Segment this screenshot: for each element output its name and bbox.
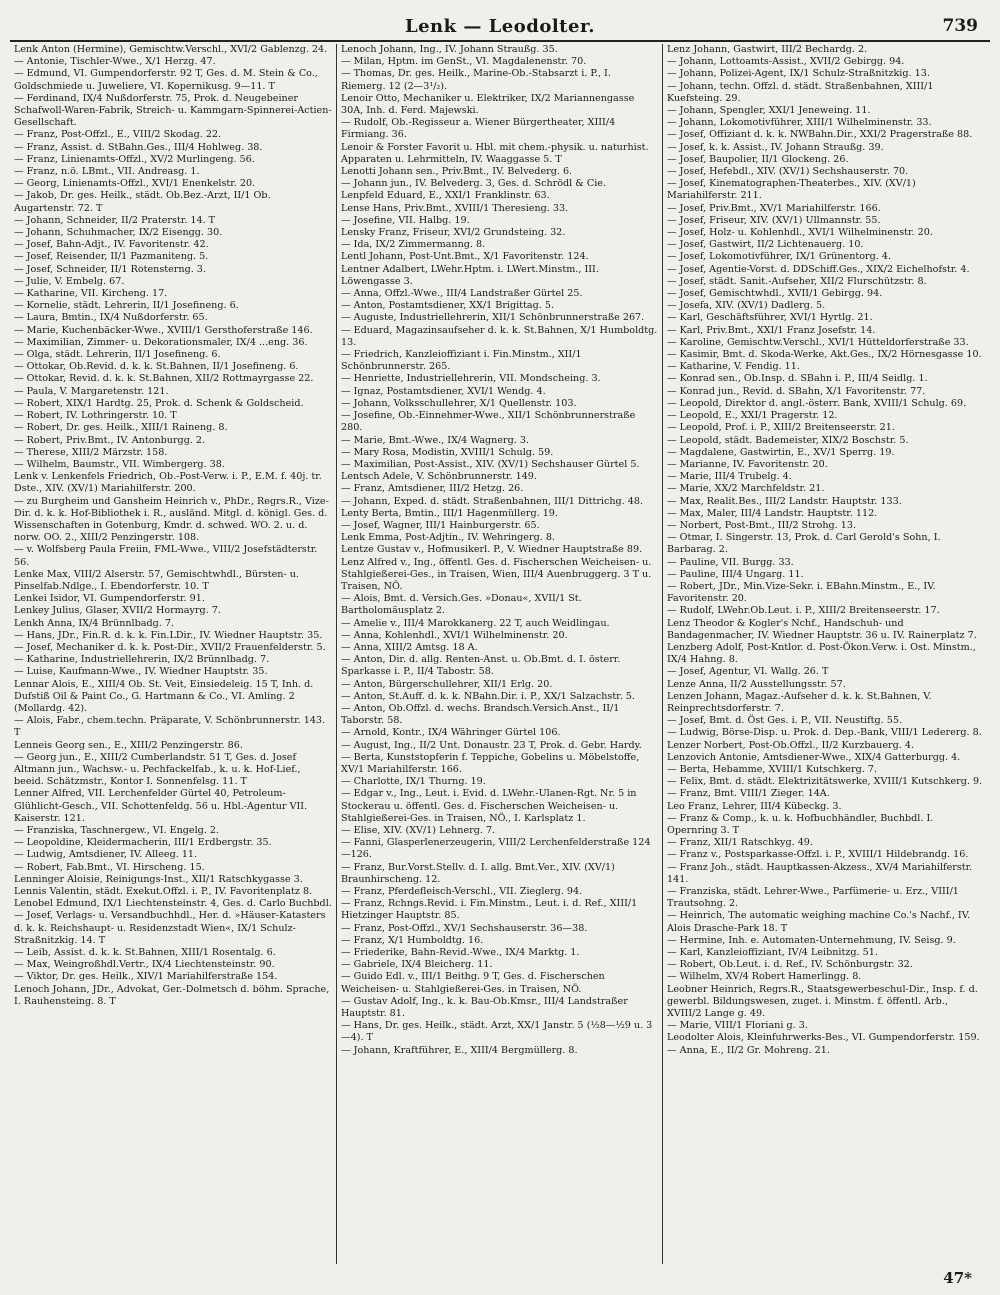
directory-entry: — Marie, VIII/1 Floriani g. 3. xyxy=(667,1020,808,1032)
directory-entry: — Anna, XIII/2 Amtsg. 18 A. xyxy=(341,641,478,653)
directory-entry: — Josefine, VII. Halbg. 19. xyxy=(341,214,470,226)
directory-entry: — Marie, III/4 Trubelg. 4. xyxy=(667,471,792,483)
directory-entry: — Josef, Mechaniker d. k. k. Post-Dir., XVII/2 Frauenfelderstr. 5. xyxy=(14,641,326,653)
directory-entry: Lenz Alfred v., Ing., öffentl. Ges. d. Fischerschen Weicheisen- u. Stahlgießerei-Ges., in Traisen, Wien, III/4 Auenbruggerg. 3 T u. Traisen, NÖ. xyxy=(341,556,652,592)
directory-entry: — Guido Edl. v., III/1 Beithg. 9 T, Ges. d. Fischerschen Weicheisen- u. Stahlgießerei-Ges. in Traisen, NÖ. xyxy=(341,971,605,995)
directory-entry: — Hans, JDr., Fin.R. d. k. k. Fin.LDir., IV. Wiedner Hauptstr. 35. xyxy=(14,629,323,641)
directory-entry: — Franz, Pferdefleisch-Verschl., VII. Zieglerg. 94. xyxy=(341,886,583,898)
directory-entry: Lenz Theodor & Kogler's Nchf., Handschuh- und Bandagenmacher, IV. Wiedner Hauptstr. 36 u. IV. Rainerplatz 7. xyxy=(667,617,977,641)
directory-entry: — Josef, Baupolier, II/1 Glockeng. 26. xyxy=(667,153,849,165)
directory-entry: — Leopoldine, Kleidermacherin, III/1 Erdbergstr. 35. xyxy=(14,837,272,849)
directory-entry: — Alois, Fabr., chem.techn. Präparate, V. Schönbrunnerstr. 143. T xyxy=(14,715,326,739)
column-1 xyxy=(10,44,336,1264)
directory-entry: — Ferdinand, IX/4 Nußdorferstr. 75, Prok. d. Neugebeiner Schafwoll-Waren-Fabrik, Streich- u. Kammgarn-Spinnerei-Actien-Gesellschaft. xyxy=(14,92,332,129)
directory-entry: — Georg jun., E., XIII/2 Cumberlandstr. 51 T, Ges. d. Josef Altmann jun., Wachsw.- u. Pechfackelfab., k. u. k. Hof-Lief., beeid. Schätzmstr., Kontor I. Sonnenfelsg. 11. T xyxy=(14,751,301,788)
directory-entry: — Amelie v., III/4 Marokkanerg. 22 T, auch Weidlingau. xyxy=(341,617,610,629)
directory-entry: — Ida, IX/2 Zimmermanng. 8. xyxy=(341,239,486,251)
directory-entry: — Katharine, VII. Kircheng. 17. xyxy=(14,288,168,300)
directory-entry: — Gabriele, IX/4 Bleicherg. 11. xyxy=(341,959,493,971)
directory-entry: — Franziska, städt. Lehrer-Wwe., Parfümerie- u. Erz., VIII/1 Trautsohng. 2. xyxy=(667,886,959,910)
directory-entry: — Robert, XIX/1 Hardtg. 25, Prok. d. Schenk & Goldscheid. xyxy=(14,397,304,409)
directory-entry: Lenke Max, VIII/2 Alserstr. 57, Gemischtwhdl., Bürsten- u. Pinselfab.Ndlge., I. Ebendorferstr. 10. T xyxy=(14,568,299,592)
directory-entry: Lenkey Julius, Glaser, XVII/2 Hormayrg. 7. xyxy=(14,605,221,617)
directory-entry: — Hermine, Inh. e. Automaten-Unternehmung, IV. Seisg. 9. xyxy=(667,934,956,946)
directory-entry: — Max, Weingroßhdl.Vertr., IX/4 Liechtensteinstr. 90. xyxy=(14,959,275,971)
directory-entry: — Hans, Dr. ges. Heilk., städt. Arzt, XX/1 Janstr. 5 (½8—½9 u. 3—4). T xyxy=(341,1020,653,1044)
directory-entry: — Franz, Post-Offzl., E., VIII/2 Skodag. 22. xyxy=(14,129,222,141)
directory-entry: — Robert, JDr., Min.Vize-Sekr. i. EBahn.Minstm., E., IV. Favoritenstr. 20. xyxy=(667,580,936,605)
directory-entry: — Mary Rosa, Modistin, XVIII/1 Schulg. 59. xyxy=(341,446,554,458)
directory-entry: Lenzovich Antonie, Amtsdiener-Wwe., XIX/4 Gatterburgg. 4. xyxy=(667,751,961,763)
directory-entry: — Anton, St.Auff. d. k. k. NBahn.Dir. i. P., XX/1 Salzachstr. 5. xyxy=(341,690,635,702)
directory-entry: — Franz, n.ö. LBmt., VII. Andreasg. 1. xyxy=(14,166,200,178)
directory-entry: — Robert, Fab.Bmt., VI. Hirscheng. 15. xyxy=(14,861,205,873)
directory-entry: — Henriette, Industriellehrerin, VII. Mondscheing. 3. xyxy=(341,373,601,385)
directory-entry: — Julie, V. Embelg. 67. xyxy=(14,275,125,287)
directory-entry: — Leopold, E., XXI/1 Pragerstr. 12. xyxy=(667,410,838,422)
directory-entry: Lentner Adalbert, LWehr.Hptm. i. LWert.Minstm., III. Löwengasse 3. xyxy=(341,263,599,287)
directory-entry: Lenoch Johann, JDr., Advokat, Ger.-Dolmetsch d. böhm. Sprache, I. Rauhensteing. 8. T xyxy=(14,983,330,1007)
directory-entry: — Anton, Bürgerschullehrer, XII/1 Erlg. 20. xyxy=(341,678,553,690)
directory-entry: — Franziska, Taschnergew., VI. Engelg. 2. xyxy=(14,825,220,836)
directory-entry: Lenkei Isidor, VI. Gumpendorferstr. 91. xyxy=(14,593,205,605)
directory-entry: Lenk Anton (Hermine), Gemischtw.Verschl., XVI/2 Gablenzg. 24. xyxy=(14,44,328,55)
directory-entry: — Friedrich, Kanzleioffiziant i. Fin.Minstm., XII/1 Schönbrunnerstr. 265. xyxy=(341,349,582,373)
directory-entry: Leobner Heinrich, Regrs.R., Staatsgewerbeschul-Dir., Insp. f. d. gewerbl. Bildungswesen, zuget. i. Minstm. f. öffentl. Arb., XVIII/2 Lange g. 49. xyxy=(667,983,978,1020)
directory-entry: — Otmar, I. Singerstr. 13, Prok. d. Carl Gerold's Sohn, I. Barbarag. 2. xyxy=(667,532,941,556)
directory-columns xyxy=(10,44,990,1264)
directory-entry: — Wilhelm, XV/4 Robert Hamerlingg. 8. xyxy=(667,971,862,983)
directory-entry: — Franz, Amtsdiener, III/2 Hetzg. 26. xyxy=(341,483,524,495)
directory-entry: Lenzen Johann, Magaz.-Aufseher d. k. k. St.Bahnen, V. Reinprechtsdorferstr. 7. xyxy=(667,690,932,714)
directory-entry: — Johann, Exped. d. städt. Straßenbahnen, III/1 Dittrichg. 48. xyxy=(341,495,644,507)
directory-entry: Lenotti Johann sen., Priv.Bmt., IV. Belvederg. 6. xyxy=(341,166,573,178)
directory-entry: — Felix, Bmt. d. städt. Elektrizitätswerke, XVIII/1 Kutschkerg. 9. xyxy=(667,776,983,788)
directory-entry: — Franz, XII/1 Ratschkyg. 49. xyxy=(667,837,813,849)
directory-entry: — August, Ing., II/2 Unt. Donaustr. 23 T, Prok. d. Gebr. Hardy. xyxy=(341,739,642,751)
directory-entry: — Pauline, VII. Burgg. 33. xyxy=(667,556,794,568)
directory-entry: — Edgar v., Ing., Leut. i. Evid. d. LWehr.-Ulanen-Rgt. Nr. 5 in Stockerau u. öffentl. Ges. d. Fischerschen Weicheisen- u. Stahlgießerei-Ges. in Traisen, NÖ., I. Karlsplatz 1. xyxy=(341,788,637,824)
directory-entry: Leo Franz, Lehrer, III/4 Kübeckg. 3. xyxy=(667,800,842,812)
directory-entry: — Johann, techn. Offzl. d. städt. Straßenbahnen, XIII/1 Kuefsteing. 29. xyxy=(667,80,934,104)
directory-entry: — Anna, Offzl.-Wwe., III/4 Landstraßer Gürtel 25. xyxy=(341,288,583,300)
directory-entry: Lentze Gustav v., Hofmusikerl. P., V. Wiedner Hauptstraße 89. xyxy=(341,544,643,556)
running-head: Lenk — Leodolter. xyxy=(404,16,596,37)
directory-entry: — Johann, Polizei-Agent, IX/1 Schulz-Straßnitzkig. 13. xyxy=(667,68,930,80)
directory-entry: — Josef, Gastwirt, II/2 Lichtenauerg. 10. xyxy=(667,239,864,251)
directory-entry: — Norbert, Post-Bmt., III/2 Strohg. 13. xyxy=(667,519,856,531)
directory-entry: — Eduard, Magazinsaufseher d. k. k. St.Bahnen, X/1 Humboldtg. 13. xyxy=(341,324,658,348)
directory-entry: Lenzberg Adolf, Post-Kntlor. d. Post-Ökon.Verw. i. Ost. Minstm., IX/4 Hahng. 8. xyxy=(667,641,976,666)
directory-entry: Lenkh Anna, IX/4 Brünnlbadg. 7. xyxy=(14,617,175,629)
directory-entry: — Josef, Reisender, II/1 Pazmaniteng. 5. xyxy=(14,251,209,263)
directory-entry: — Pauline, III/4 Ungarg. 11. xyxy=(667,568,804,580)
signature-mark: 47* xyxy=(943,1269,972,1287)
directory-entry: — Franz, Rchngs.Revid. i. Fin.Minstm., Leut. i. d. Ref., XIII/1 Hietzinger Hauptstr. 85. xyxy=(341,898,638,922)
directory-entry: — Luise, Kaufmann-Wwe., IV. Wiedner Hauptstr. 35. xyxy=(14,666,268,678)
directory-entry: — Therese, XIII/2 Märzstr. 158. xyxy=(14,446,168,458)
directory-entry: — Franz, Assist. d. StBahn.Ges., III/4 Hohlweg. 38. xyxy=(14,141,263,153)
directory-entry: — Karl, Geschäftsführer, XVI/1 Hyrtlg. 21. xyxy=(667,312,873,324)
directory-entry: — Milan, Hptm. im GenSt., VI. Magdalenenstr. 70. xyxy=(341,56,587,68)
directory-entry: — Josef, Kinematographen-Theaterbes., XIV. (XV/1) Mariahilferstr. 211. xyxy=(667,178,916,202)
directory-entry: — Franz, X/1 Humboldtg. 16. xyxy=(341,934,484,946)
directory-entry: — Georg, Linienamts-Offzl., XVI/1 Enenkelstr. 20. xyxy=(14,178,256,190)
directory-entry: — Johann, Lottoamts-Assist., XVII/2 Gebirgg. 94. xyxy=(667,56,905,68)
directory-entry: — Franz Joh., städt. Hauptkassen-Akzess., XV/4 Mariahilferstr. 141. xyxy=(667,861,973,885)
directory-entry: — Leopold, Prof. i. P., XIII/2 Breitenseerstr. 21. xyxy=(667,422,895,434)
directory-entry: — Anna, Kohlenhdl., XVI/1 Wilhelminenstr. 20. xyxy=(341,629,568,641)
directory-entry: — Katharine, V. Fendig. 11. xyxy=(667,361,800,373)
directory-entry: — Ludwig, Börse-Disp. u. Prok. d. Dep.-Bank, VIII/1 Ledererg. 8. xyxy=(667,727,982,739)
directory-entry: — Josef, Bahn-Adjt., IV. Favoritenstr. 42. xyxy=(14,239,209,251)
directory-entry: Lennis Valentin, städt. Exekut.Offzl. i. P., IV. Favoritenplatz 8. xyxy=(14,886,313,898)
directory-entry: Lentl Johann, Post-Unt.Bmt., X/1 Favoritenstr. 124. xyxy=(341,251,589,263)
directory-entry: Lentsch Adele, V. Schönbrunnerstr. 149. xyxy=(341,471,537,483)
directory-entry: — Franz & Comp., k. u. k. Hofbuchhändler, Buchbdl. I. Opernring 3. T xyxy=(667,812,934,836)
directory-entry: — Berta, Kunststopferin f. Teppiche, Gobelins u. Möbelstoffe, XV/1 Mariahilferstr. 166. xyxy=(341,751,640,775)
directory-entry: — Josef, Wagner, III/1 Hainburgerstr. 65. xyxy=(341,519,540,531)
directory-entry: Lensky Franz, Friseur, XVI/2 Grundsteing. 32. xyxy=(341,227,566,239)
directory-entry: — Katharine, Industriellehrerin, IX/2 Brünnlbadg. 7. xyxy=(14,654,270,666)
directory-entry: — Marie, Bmt.-Wwe., IX/4 Wagnerg. 3. xyxy=(341,434,530,446)
directory-entry: — Karoline, Gemischtw.Verschl., XVI/1 Hütteldorferstraße 33. xyxy=(667,336,969,348)
directory-entry: — Charlotte, IX/1 Thurng. 19. xyxy=(341,776,486,788)
directory-entry: — Josef, Holz- u. Kohlenhdl., XVI/1 Wilhelminenstr. 20. xyxy=(667,227,933,239)
directory-entry: — Ignaz, Postamtsdiener, XVI/1 Wendg. 4. xyxy=(341,385,546,397)
directory-entry: — Rudolf, Ob.-Regisseur a. Wiener Bürgertheater, XIII/4 Firmiang. 36. xyxy=(341,117,616,141)
directory-entry: — Paula, V. Margaretenstr. 121. xyxy=(14,385,169,397)
directory-entry: Lenk v. Lenkenfels Friedrich, Ob.-Post-Verw. i. P., E.M. f. 40j. tr. Dste., XIV. (XV/1) Mariahilferstr. 200. xyxy=(14,471,322,495)
directory-entry: — Jakob, Dr. ges. Heilk., städt. Ob.Bez.-Arzt, II/1 Ob. Augartenstr. 72. T xyxy=(14,190,271,214)
directory-entry: — Franz, Linienamts-Offzl., XV/2 Murlingeng. 56. xyxy=(14,153,255,165)
directory-entry: — Josef, Agentur, VI. Wallg. 26. T xyxy=(667,666,829,678)
directory-entry: — Franz, Bur.Vorst.Stellv. d. I. allg. Bmt.Ver., XIV. (XV/1) Braunhirscheng. 12. xyxy=(341,861,615,885)
directory-entry: — Josef, Offiziant d. k. k. NWBahn.Dir., XXI/2 Pragerstraße 88. xyxy=(667,129,973,141)
directory-entry: — Kasimir, Bmt. d. Skoda-Werke, Akt.Ges., IX/2 Hörnesgasse 10. xyxy=(667,349,982,361)
directory-entry: — Josefa, XIV. (XV/1) Dadlerg. 5. xyxy=(667,300,826,312)
directory-entry: — Josef, Bmt. d. Öst Ges. i. P., VII. Neustiftg. 55. xyxy=(667,715,903,727)
directory-entry: — Auguste, Industriellehrerin, XII/1 Schönbrunnerstraße 267. xyxy=(341,312,645,324)
directory-entry: — Johann jun., IV. Belvederg. 3, Ges. d. Schrödl & Cie. xyxy=(341,178,607,190)
directory-entry: — Marie, Kuchenbäcker-Wwe., XVIII/1 Gersthoferstraße 146. xyxy=(14,324,313,336)
directory-entry: Lense Hans, Priv.Bmt., XVIII/1 Theresieng. 33. xyxy=(341,202,569,214)
directory-entry: Lenner Alfred, VII. Lerchenfelder Gürtel 40, Petroleum-Glühlicht-Gesch., VII. Schottenfeldg. 56 u. Hbl.-Agentur VII. Kaiserstr. 121. xyxy=(14,788,308,824)
directory-entry: — Josef, k. k. Assist., IV. Johann Straußg. 39. xyxy=(667,141,884,153)
header-rule xyxy=(10,40,990,42)
directory-entry: Lenz Johann, Gastwirt, III/2 Bechardg. 2. xyxy=(667,44,868,55)
directory-entry: — Franz, Bmt. VIII/1 Zieger. 14A. xyxy=(667,788,830,800)
directory-entry: — Johann, Schneider, II/2 Praterstr. 14. T xyxy=(14,214,216,226)
directory-entry: — Josef, Gemischtwhdl., XVII/1 Gebirgg. 94. xyxy=(667,288,883,300)
directory-entry: — Josef, Schneider, II/1 Rotensterng. 3. xyxy=(14,263,206,275)
directory-entry: — Marianne, IV. Favoritenstr. 20. xyxy=(667,458,828,470)
directory-entry: — Robert, IV. Lothringerstr. 10. T xyxy=(14,410,177,422)
directory-entry: — zu Burgheim und Gansheim Heinrich v., PhDr., Regrs.R., Vize-Dir. d. k. k. Hof-Bibliothek i. R., ausländ. Mitgl. d. königl. Ges. d. Wissenschaften in Gotenburg, Kmdr. d. schwed. WO. 2. u. d. norw. OO. 2., XIII/2 Penzingerstr. 108. xyxy=(14,495,329,544)
directory-entry: — Josef, städt. Sanit.-Aufseher, XII/2 Flurschützstr. 8. xyxy=(667,275,927,287)
directory-entry: Lenninger Aloisie, Reinigungs-Inst., XII/1 Ratschkygasse 3. xyxy=(14,873,303,885)
directory-entry: — Marie, XX/2 Marchfeldstr. 21. xyxy=(667,483,825,495)
directory-entry: — Max, Maler, III/4 Landstr. Hauptstr. 112. xyxy=(667,507,878,519)
directory-entry: Lenoch Johann, Ing., IV. Johann Straußg. 35. xyxy=(341,44,558,55)
directory-entry: — Maximilian, Zimmer- u. Dekorationsmaler, IX/4 ...eng. 36. xyxy=(14,336,308,348)
directory-entry: — Josef, Priv.Bmt., XV/1 Mariahilferstr. 166. xyxy=(667,202,881,214)
directory-entry: — Magdalene, Gastwirtin, E., XV/1 Sperrg. 19. xyxy=(667,446,895,458)
directory-entry: — Fanni, Glasperlenerzeugerin, VIII/2 Lerchenfelderstraße 124—126. xyxy=(341,837,651,861)
directory-entry: — Konrad jun., Revid. d. SBahn, X/1 Favoritenstr. 77. xyxy=(667,385,926,397)
directory-entry: — Johann, Lokomotivführer, XIII/1 Wilhelminenstr. 33. xyxy=(667,117,932,129)
directory-entry: — Gustav Adolf, Ing., k. k. Bau-Ob.Kmsr., III/4 Landstraßer Hauptstr. 81. xyxy=(341,995,628,1020)
directory-entry: — Heinrich, The automatic weighing machine Co.'s Nachf., IV. Alois Drasche-Park 18. T xyxy=(667,910,971,934)
directory-entry: Lenty Berta, Bmtin., III/1 Hagenmüllerg. 19. xyxy=(341,507,558,519)
directory-entry: — Josef, Friseur, XIV. (XV/1) Ullmannstr. 55. xyxy=(667,214,881,226)
directory-entry: — Ottokar, Revid. d. k. k. St.Bahnen, XII/2 Rottmayrgasse 22. xyxy=(14,373,314,385)
directory-entry: — Johann, Schuhmacher, IX/2 Eisengg. 30. xyxy=(14,227,223,239)
directory-entry: — Ottokar, Ob.Revid. d. k. k. St.Bahnen, II/1 Josefineng. 6. xyxy=(14,361,299,373)
directory-entry: — Konrad sen., Ob.Insp. d. SBahn i. P., III/4 Seidlg. 1. xyxy=(667,373,928,385)
directory-entry: — Rudolf, LWehr.Ob.Leut. i. P., XIII/2 Breitenseerstr. 17. xyxy=(667,605,940,617)
directory-entry: — Josef, Lokomotivführer, IX/1 Grünentorg. 4. xyxy=(667,251,892,263)
directory-entry: — Leopold, städt. Bademeister, XIX/2 Boschstr. 5. xyxy=(667,434,909,446)
directory-entry: — Olga, städt. Lehrerin, II/1 Josefineng. 6. xyxy=(14,349,221,361)
directory-entry: Lenoir Otto, Mechaniker u. Elektriker, IX/2 Mariannengasse 30A, Inh. d. Ferd. Majewski. xyxy=(341,92,635,117)
directory-entry: — Elise, XIV. (XV/1) Lehnerg. 7. xyxy=(341,825,496,836)
directory-entry: Lenze Anna, II/2 Ausstellungsstr. 57. xyxy=(667,678,846,690)
column-3 xyxy=(662,44,988,1264)
directory-entry: — Anton, Ob.Offzl. d. wechs. Brandsch.Versich.Anst., II/1 Taborstr. 58. xyxy=(341,702,620,727)
directory-entry: — Leib, Assist. d. k. k. St.Bahnen, XIII/1 Rosentalg. 6. xyxy=(14,947,276,959)
directory-entry: — Anton, Dir. d. allg. Renten-Anst. u. Ob.Bmt. d. I. österr. Sparkasse i. P., II/4 Tabostr. 58. xyxy=(341,654,621,678)
directory-entry: Lennar Alois, E., XIII/4 Ob. St. Veit, Einsiedeleig. 15 T, Inh. d. Dufstiß Oil & Paint Co., G. Hartmann & Co., VI. Amling. 2 (Mollardg. 42). xyxy=(14,678,314,714)
directory-entry: — v. Wolfsberg Paula Freiin, FML-Wwe., VIII/2 Josefstädterstr. 56. xyxy=(14,544,318,568)
directory-entry: Lenoir & Forster Favorit u. Hbl. mit chem.-physik. u. naturhist. Apparaten u. Lehrmitteln, IV. Waaggasse 5. T xyxy=(341,141,649,165)
directory-entry: — Karl, Kanzleioffiziant, IV/4 Leibnitzg. 51. xyxy=(667,947,878,959)
directory-entry: — Johann, Volksschullehrer, X/1 Quellenstr. 103. xyxy=(341,397,577,409)
directory-entry: — Anton, Postamtsdiener, XX/1 Brigittag. 5. xyxy=(341,300,555,312)
directory-entry: — Laura, Bmtin., IX/4 Nußdorferstr. 65. xyxy=(14,312,208,324)
directory-entry: Lenneis Georg sen., E., XIII/2 Penzingerstr. 86. xyxy=(14,739,243,751)
directory-entry: — Max, Realit.Bes., III/2 Landstr. Hauptstr. 133. xyxy=(667,495,902,507)
directory-entry: — Josef, Agentie-Vorst. d. DDSchiff.Ges., XIX/2 Eichelhofstr. 4. xyxy=(667,263,970,275)
directory-entry: — Leopold, Direktor d. angl.-österr. Bank, XVIII/1 Schulg. 69. xyxy=(667,397,967,409)
directory-entry: — Anna, E., II/2 Gr. Mohreng. 21. xyxy=(667,1044,830,1056)
directory-entry: — Viktor, Dr. ges. Heilk., XIV/1 Mariahilferstraße 154. xyxy=(14,971,278,983)
directory-entry: — Johann, Kraftführer, E., XIII/4 Bergmüllerg. 8. xyxy=(341,1044,578,1056)
directory-entry: Lenpfeld Eduard, E., XXI/1 Franklinstr. 63. xyxy=(341,190,550,202)
directory-entry: — Karl, Priv.Bmt., XXI/1 Franz Josefstr. 14. xyxy=(667,324,876,336)
directory-entry: — Berta, Hebamme, XVIII/1 Kutschkerg. 7. xyxy=(667,763,877,775)
directory-entry: — Franz v., Postsparkasse-Offzl. i. P., XVIII/1 Hildebrandg. 16. xyxy=(667,849,969,861)
directory-entry: Leodolter Alois, Kleinfuhrwerks-Bes., VI. Gumpendorferstr. 159. xyxy=(667,1032,980,1044)
directory-entry: — Josefine, Ob.-Einnehmer-Wwe., XII/1 Schönbrunnerstraße 280. xyxy=(341,410,636,434)
directory-entry: — Josef, Hefebdl., XIV. (XV/1) Sechshauserstr. 70. xyxy=(667,166,909,178)
directory-entry: — Friederike, Bahn-Revid.-Wwe., IX/4 Marktg. 1. xyxy=(341,947,580,959)
directory-entry: — Josef, Verlags- u. Versandbuchhdl., Her. d. »Häuser-Katasters d. k. k. Reichshaupt- u. Residenzstadt Wien«, IX/1 Schulz-Straßnitzkig. 14. T xyxy=(14,910,326,946)
directory-entry: Lenzer Norbert, Post-Ob.Offzl., II/2 Kurzbauerg. 4. xyxy=(667,739,915,751)
directory-entry: — Johann, Spengler, XXI/1 Jeneweing. 11. xyxy=(667,105,871,117)
directory-entry: — Robert, Priv.Bmt., IV. Antonburgg. 2. xyxy=(14,434,206,446)
directory-entry: — Thomas, Dr. ges. Heilk., Marine-Ob.-Stabsarzt i. P., I. Riemerg. 12 (2—3¹/₂). xyxy=(341,68,611,92)
directory-entry: — Edmund, VI. Gumpendorferstr. 92 T, Ges. d. M. Stein & Co., Goldschmiede u. Juweliere, VI. Kopernikusg. 9—11. T xyxy=(14,68,318,92)
directory-entry: — Kornelie, städt. Lehrerin, II/1 Josefineng. 6. xyxy=(14,300,239,312)
directory-entry: — Ludwig, Amtsdiener, IV. Alleeg. 11. xyxy=(14,849,198,861)
directory-entry: — Arnold, Kontr., IX/4 Währinger Gürtel 106. xyxy=(341,727,561,739)
directory-entry: — Wilhelm, Baumstr., VII. Wimbergerg. 38. xyxy=(14,458,225,470)
directory-entry: — Antonie, Tischler-Wwe., X/1 Herzg. 47. xyxy=(14,56,216,68)
directory-entry: Lenobel Edmund, IX/1 Liechtensteinstr. 4, Ges. d. Carlo Buchbdl. xyxy=(14,898,332,910)
page-number: 739 xyxy=(942,16,978,36)
directory-entry: — Franz, Post-Offzl., XV/1 Sechshauserstr. 36—38. xyxy=(341,922,588,934)
directory-entry: — Alois, Bmt. d. Versich.Ges. »Donau«, XVII/1 St. Bartholomäusplatz 2. xyxy=(341,593,582,617)
column-2 xyxy=(336,44,662,1264)
directory-entry: Lenk Emma, Post-Adjtin., IV. Wehringerg. 8. xyxy=(341,532,555,544)
directory-entry: — Robert, Ob.Leut. i. d. Ref., IV. Schönburgstr. 32. xyxy=(667,959,913,971)
directory-entry: — Robert, Dr. ges. Heilk., XIII/1 Raineng. 8. xyxy=(14,422,228,434)
directory-entry: — Maximilian, Post-Assist., XIV. (XV/1) Sechshauser Gürtel 5. xyxy=(341,458,640,470)
